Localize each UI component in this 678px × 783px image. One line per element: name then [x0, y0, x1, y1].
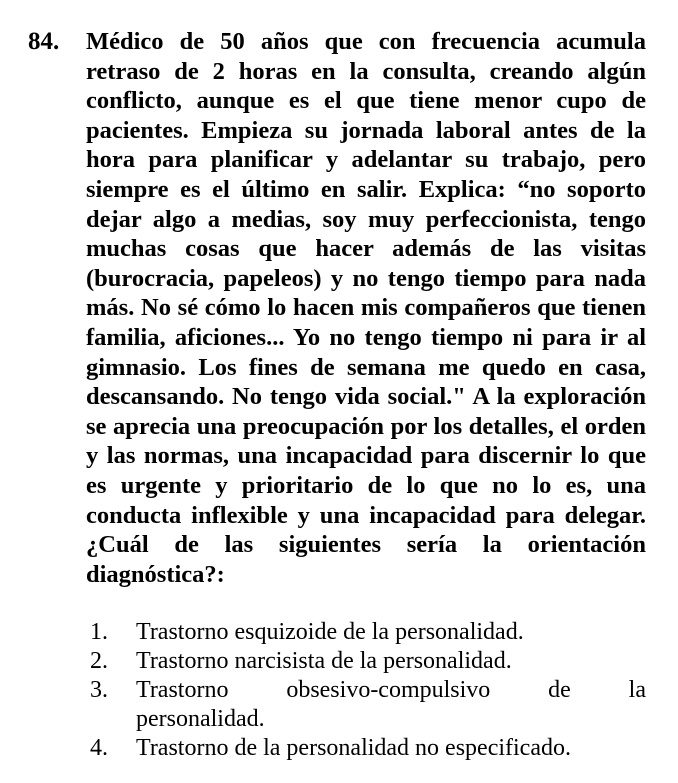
question-number: 84. — [28, 28, 60, 55]
option-number: 1. — [90, 619, 108, 645]
answer-option-3 — [90, 676, 646, 734]
option-text: Trastorno de la personalidad no especificado. — [136, 735, 571, 761]
answer-option-2 — [90, 647, 646, 676]
question-block — [28, 27, 646, 589]
question-stem: Médico de 50 años que con frecuencia acumula retraso de 2 horas en la consulta, creando algún conflicto, aunque es el que tiene menor cupo de pacientes. Empieza su jornada laboral antes de la hora para planificar y adelantar su trabajo, pero siempre es el último en salir. Explica: “no soporto dejar algo a medias, soy muy perfeccionista, tengo muchas cosas que hacer además de las visitas (burocracia, papeleos) y no tengo tiempo para nada más. No sé cómo lo hacen mis compañeros que tienen familia, aficiones... Yo no tengo tiempo ni para ir al gimnasio. Los fines de semana me quedo en casa, descansando. No tengo vida social." A la exploración se aprecia una preocupación por los detalles, el orden y las normas, una incapacidad para discernir lo que es urgente y prioritario de lo que no lo es, una conducta inflexible y una incapacidad para delegar. ¿Cuál de las siguientes sería la orientación diagnóstica?: — [86, 28, 646, 588]
option-number: 3. — [90, 677, 108, 703]
answer-option-4 — [90, 734, 646, 763]
option-number: 4. — [90, 735, 108, 761]
option-text: Trastorno narcisista de la personalidad. — [136, 648, 512, 674]
option-number: 2. — [90, 648, 108, 674]
answer-option-1 — [90, 618, 646, 647]
option-text: Trastorno esquizoide de la personalidad. — [136, 619, 524, 645]
option-text-justified: Trastorno obsesivo-compulsivo de la personalidad. — [136, 677, 646, 732]
answer-options-list — [90, 618, 646, 763]
